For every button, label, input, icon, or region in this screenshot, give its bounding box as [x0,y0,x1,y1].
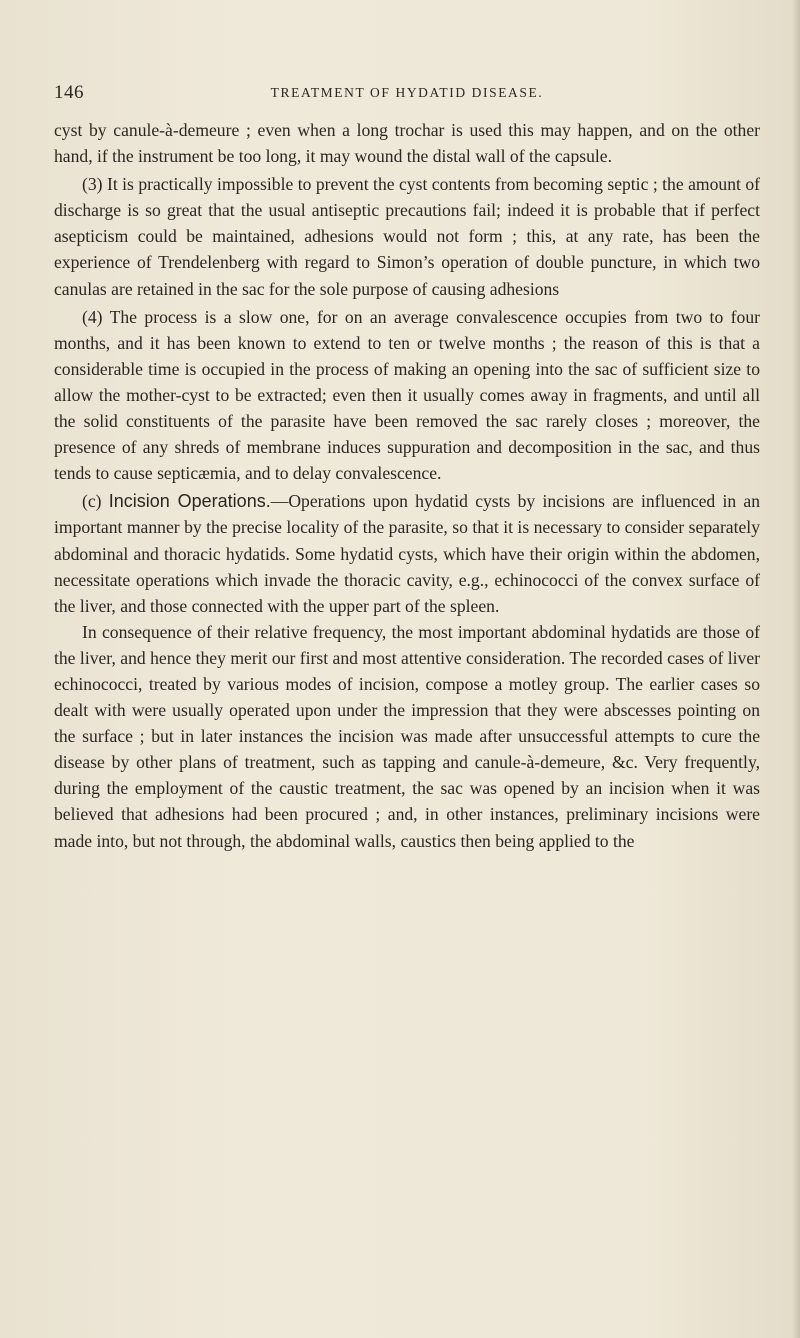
running-head [54,82,760,104]
paragraph-point-4: (4) The process is a slow one, for on an average convalescence occupies from two to four months, and it has been known to extend to ten or twelve months ; the reason of this is that a considerable time is occupied in the process of making an opening into the sac of sufficient size to allow the mother-cyst to be extracted; even then it usually comes away in fragments, and until all the solid constituents of the parasite have been removed the sac rarely closes ; moreover, the presence of any shreds of membrane induces suppuration and decomposition in the sac, and thus tends to cause septicæmia, and to delay convalescence. [54,306,760,484]
body-text [54,117,760,854]
paragraph-incision-operations [54,488,760,618]
page-number: 146 [54,82,84,103]
section-text: —Operations upon hydatid cysts by incisions are influenced in an important manner by the precise locality of the parasite, so that it is necessary to consider separately abdominal and thoracic hydatids. Some hydatid cysts, which have their origin within the abdomen, necessitate operations which invade the thoracic cavity, e.g., echinococci of the convex surface of the liver, and those connected with the upper part of the spleen. [54,491,760,616]
paragraph-continuation: cyst by canule-à-demeure ; even when a long trochar is used this may happen, and on the other hand, if the instrument be too long, it may wound the distal wall of the capsule. [54,120,760,167]
section-label: (c) [82,491,102,512]
paragraph-point-3: (3) It is practically impossible to prevent the cyst contents from becoming septic ; the amount of discharge is so great that the usual antiseptic precautions fail; indeed it is probable that if perfect asepticism could be maintained, adhesions would not form ; this, at any rate, has been the experience of Trendelenberg with regard to Simon’s operation of double puncture, in which two canulas are retained in the sac for the sole purpose of causing adhesions [54,174,760,299]
section-heading: Incision Operations. [108,491,271,512]
paragraph-liver-hydatids: In consequence of their relative frequency, the most important abdominal hydatids are those of the liver, and hence they merit our first and most attentive consideration. The recorded cases of liver echinococci, treated by various modes of incision, compose a motley group. The earlier cases so dealt with were usually operated upon under the impression that they were abscesses pointing on the surface ; but in later instances the incision was made after unsuccessful attempts to cure the disease by other plans of treatment, such as tapping and canule-à-demeure, &c. Very frequently, during the employment of the caustic treatment, the sac was opened by an incision when it was believed that adhesions had been procured ; and, in other instances, preliminary incisions were made into, but not through, the abdominal walls, caustics then being applied to the [54,621,760,851]
page-edge-shadow [792,0,800,1338]
running-title: TREATMENT OF HYDATID DISEASE. [270,85,544,100]
